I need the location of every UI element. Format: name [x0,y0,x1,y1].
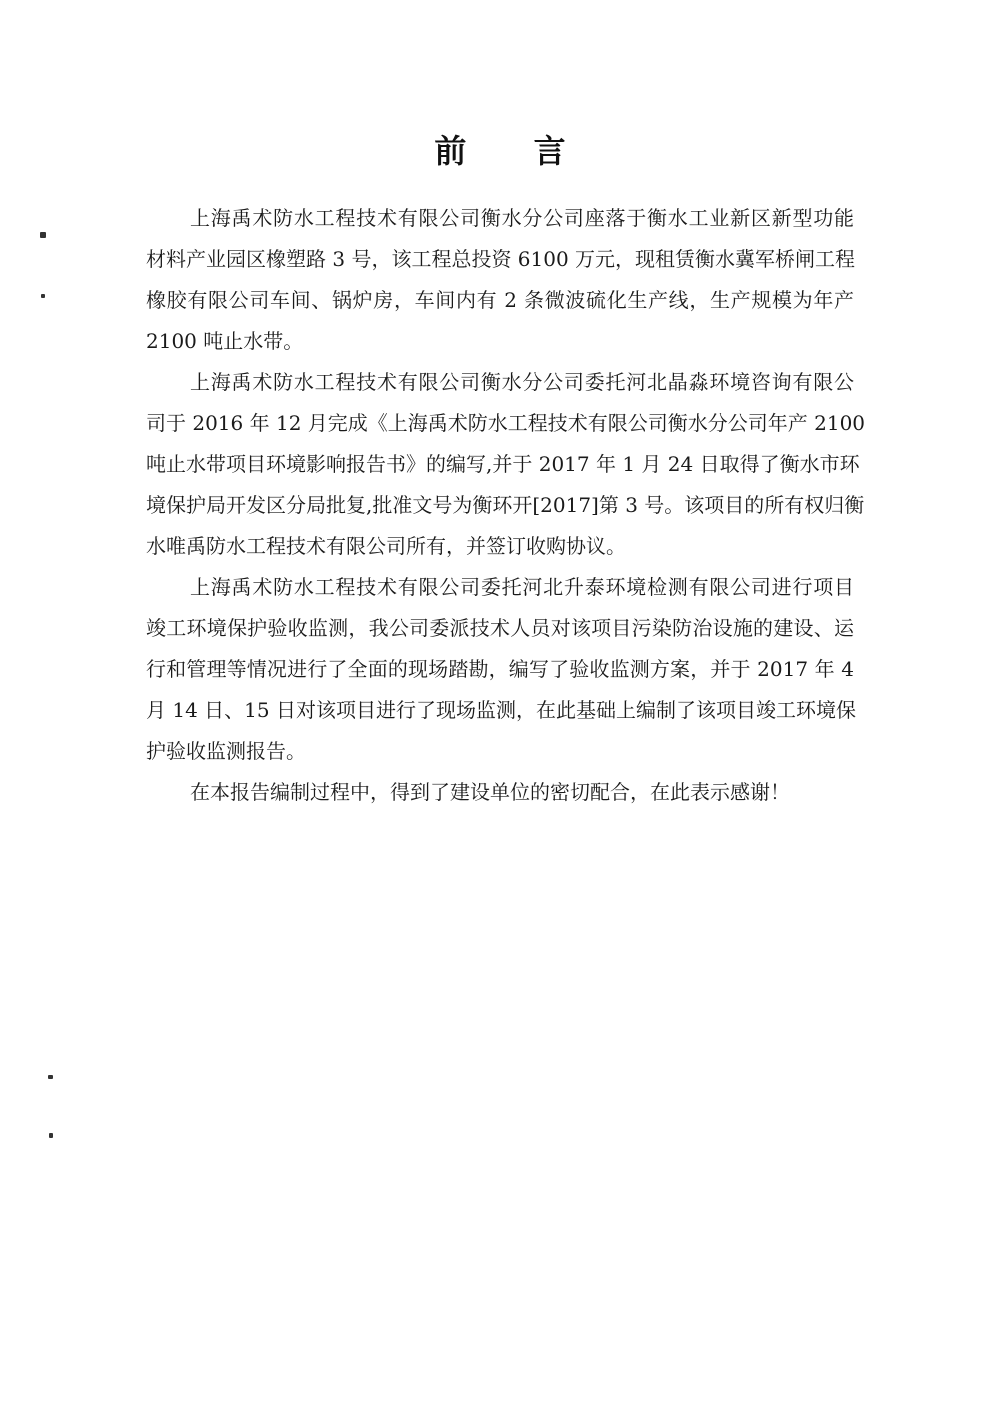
paragraph-1-line-4: 2100 吨止水带。 [146,329,304,353]
paragraph-3-line-1: 上海禹术防水工程技术有限公司委托河北升泰环境检测有限公司进行项目 [190,575,854,599]
scan-mark [48,1075,53,1079]
paragraph-1-line-2: 材料产业园区橡塑路 3 号，该工程总投资 6100 万元，现租赁衡水冀军桥闸工程 [146,247,856,271]
paragraph-2-line-4: 境保护局开发区分局批复,批准文号为衡环开[2017]第 3 号。该项目的所有权归衡 [146,493,865,517]
scan-mark [40,232,46,238]
paragraph-2-line-2: 司于 2016 年 12 月完成《上海禹术防水工程技术有限公司衡水分公司年产 2100 [146,411,866,435]
scan-mark [49,1133,53,1138]
page-title: 前 言 [434,132,594,170]
paragraph-2-line-3: 吨止水带项目环境影响报告书》的编写,并于 2017 年 1 月 24 日取得了衡水市环 [146,452,860,476]
paragraph-4-line-1: 在本报告编制过程中，得到了建设单位的密切配合，在此表示感谢！ [190,780,790,804]
paragraph-3-line-5: 护验收监测报告。 [146,739,306,763]
paragraph-3-line-3: 行和管理等情况进行了全面的现场踏勘，编写了验收监测方案，并于 2017 年 4 [146,657,854,681]
paragraph-2-line-1: 上海禹术防水工程技术有限公司衡水分公司委托河北晶淼环境咨询有限公 [190,370,854,394]
paragraph-3-line-4: 月 14 日、15 日对该项目进行了现场监测，在此基础上编制了该项目竣工环境保 [146,698,856,722]
paragraph-2-line-5: 水唯禹防水工程技术有限公司所有，并签订收购协议。 [146,534,626,558]
paragraph-1-line-3: 橡胶有限公司车间、锅炉房，车间内有 2 条微波硫化生产线，生产规模为年产 [146,288,854,312]
scan-mark [41,294,45,298]
paragraph-1-line-1: 上海禹术防水工程技术有限公司衡水分公司座落于衡水工业新区新型功能 [190,206,854,230]
paragraph-3-line-2: 竣工环境保护验收监测，我公司委派技术人员对该项目污染防治设施的建设、运 [146,616,854,640]
